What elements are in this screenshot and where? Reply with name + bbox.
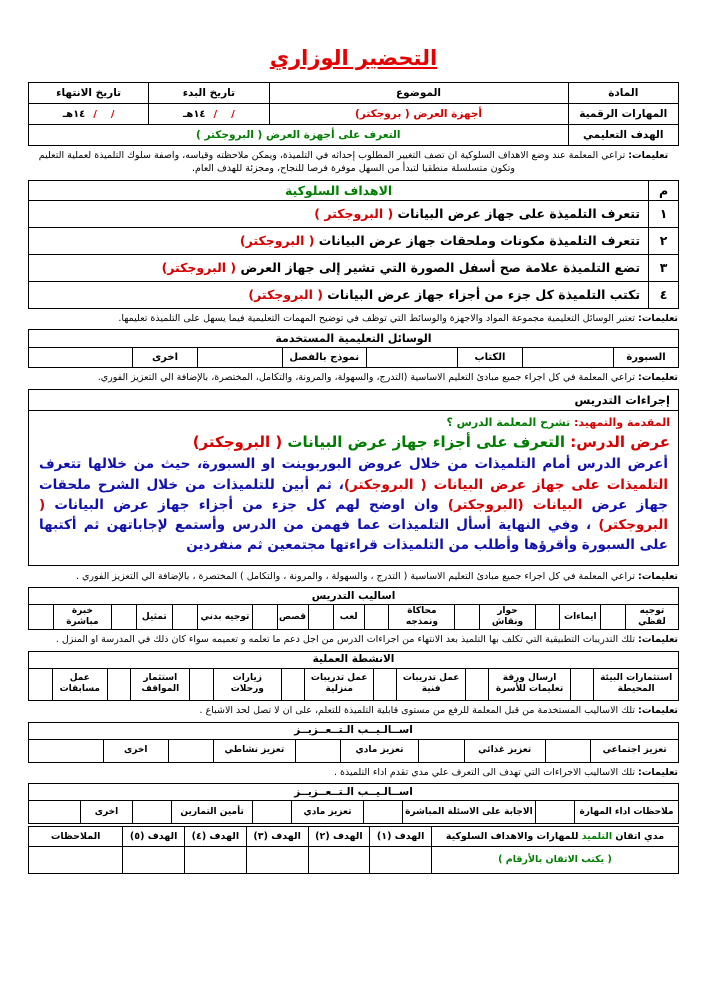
- activity-checkbox[interactable]: [29, 668, 53, 700]
- goal-header: الهدف التعليمي: [568, 125, 679, 146]
- reinforcement-table: [28, 722, 679, 763]
- objective-text-highlight: ( البروجكتر ): [314, 206, 394, 222]
- objective-row: [29, 281, 679, 308]
- activity-checkbox[interactable]: [570, 668, 593, 700]
- method-checkbox[interactable]: [29, 605, 54, 630]
- objectives-table: [28, 180, 679, 309]
- end-date-slashes: / /: [93, 109, 115, 120]
- material-label: اخرى: [133, 348, 198, 368]
- mastery-label-end: للمهارات والاهداف السلوكية: [445, 830, 582, 842]
- materials-note: [29, 313, 678, 326]
- evaluation-header: اســالـيــب الـتــعــزيــز: [29, 784, 679, 801]
- objective-text-main: تكتب التلميذة كل جزء من أجزاء جهاز عرض البيانات: [322, 287, 641, 303]
- note-prefix: تعليمات:: [638, 766, 678, 778]
- teaching-methods-table: [28, 587, 679, 630]
- topic-value: أجهزة العرض ( بروجكتر): [269, 104, 568, 125]
- goal-4-score-cell[interactable]: [185, 847, 247, 874]
- note-prefix: تعليمات:: [628, 150, 669, 161]
- activity-checkbox[interactable]: [108, 668, 131, 700]
- reinforcement-label: اخرى: [103, 739, 168, 762]
- reinforcement-note: [29, 705, 678, 718]
- objective-num: ٤: [649, 281, 679, 308]
- method-checkbox[interactable]: [455, 605, 480, 630]
- goal-1-score-cell[interactable]: [370, 847, 432, 874]
- methods-note: [29, 571, 678, 584]
- method-label: توجيه بدني: [197, 605, 253, 630]
- lesson-title: التعرف على أجزاء جهاز عرض البيانات: [282, 433, 566, 452]
- evaluation-table: [28, 783, 679, 824]
- method-label: تمثيل: [136, 605, 172, 630]
- activities-header: الانشطة العملية: [29, 651, 679, 668]
- lesson-body: [29, 451, 678, 564]
- mastery-sub-label: ( يكتب الاتقان بالأرقام ): [432, 847, 679, 874]
- method-label: توجيه لفظي: [625, 605, 678, 630]
- reinforcement-checkbox[interactable]: [295, 739, 341, 762]
- lesson-presentation-line: [29, 429, 678, 451]
- evaluation-label: تأمين التمارين: [172, 801, 253, 824]
- objectives-num-header: م: [649, 180, 679, 200]
- evaluation-label: الاجابة على الاسئلة المباشرة: [402, 801, 535, 824]
- activity-label: زيارات ورحلات: [213, 668, 281, 700]
- evaluation-label: اخرى: [81, 801, 133, 824]
- method-checkbox[interactable]: [112, 605, 137, 630]
- objective-text: [29, 227, 649, 254]
- end-date-year: ١٤هـ: [62, 109, 86, 120]
- end-date-field[interactable]: [29, 104, 149, 125]
- activity-checkbox[interactable]: [190, 668, 213, 700]
- goal-3-header: الهدف (٣): [246, 827, 308, 847]
- activity-checkbox[interactable]: [373, 668, 396, 700]
- lesson-body-segment: ( البروجكتر): [39, 496, 668, 533]
- method-checkbox[interactable]: [601, 605, 626, 630]
- evaluation-checkbox[interactable]: [253, 801, 292, 824]
- reinforcement-label: تعزيز اجتماعي: [591, 739, 679, 762]
- material-label: الكتاب: [458, 348, 523, 368]
- note-text: تلك الاساليب المستخدمة من قبل المعلمة للرفع من مستوى قابلية التلميذة للتعلم، على ان لا تصل لحد الاشباع .: [199, 704, 635, 716]
- activity-checkbox[interactable]: [465, 668, 488, 700]
- objective-text-highlight: ( البروجكتر): [161, 260, 237, 276]
- note-prefix: تعليمات:: [638, 704, 678, 716]
- mastery-label: [432, 827, 679, 847]
- objective-text-main: تضع التلميذة علامة صح أسفل الصورة التي تشير إلى جهاز العرض: [236, 260, 641, 276]
- objective-num: ١: [649, 200, 679, 227]
- objective-text: [29, 200, 649, 227]
- activity-label: استثمار المواقف: [131, 668, 190, 700]
- method-label: محاكاة ونمذجه: [389, 605, 455, 630]
- objectives-note: [29, 150, 678, 176]
- reinforcement-header: اســالـيــب الـتــعــزيــز: [29, 722, 679, 739]
- objectives-header: الاهداف السلوكية: [29, 180, 649, 200]
- reinforcement-checkbox[interactable]: [545, 739, 591, 762]
- material-checkbox[interactable]: [523, 348, 614, 368]
- evaluation-checkbox[interactable]: [133, 801, 172, 824]
- evaluation-checkbox[interactable]: [536, 801, 575, 824]
- objective-row: [29, 227, 679, 254]
- start-date-year: ١٤هـ: [182, 109, 206, 120]
- activity-label: ارسال ورقة تعليمات للأسرة: [489, 668, 571, 700]
- notes-header: الملاحظات: [29, 827, 123, 847]
- goal-5-score-cell[interactable]: [123, 847, 185, 874]
- subject-value: المهارات الرقمية: [568, 104, 679, 125]
- method-label: حوار ونقاش: [480, 605, 536, 630]
- lesson-body-segment: التلميذات على جهاز عرض البيانات ( البروجكتر): [343, 476, 668, 493]
- note-text: تعتبر الوسائل التعليمية مجموعة المواد والاجهزة والوسائط التي توظف في توضيح المهمات التعليمية فيما يسهل على التلميذة تعليمها.: [118, 312, 635, 324]
- method-label: قصص: [277, 605, 308, 630]
- method-checkbox[interactable]: [535, 605, 560, 630]
- evaluation-label: تعزيز مادي: [292, 801, 364, 824]
- lesson-body-segment: أعرض الدرس أمام التلميذات من خلال عروض البوربوينت او السبورة، حيث من خلالها تتعرف: [39, 456, 668, 473]
- start-date-header: تاريخ البدء: [149, 83, 269, 104]
- note-prefix: تعليمات:: [638, 570, 678, 582]
- intro-label: المقدمة والتمهيد:: [570, 416, 670, 430]
- mastery-label-student: التلميذ: [581, 830, 613, 842]
- materials-header: الوسائل التعليمية المستخدمة: [29, 330, 679, 348]
- lesson-title-highlight: ( البروجكتر): [192, 433, 283, 452]
- intro-text: تشرح المعلمة الدرس ؟: [446, 416, 571, 430]
- activities-note: [29, 634, 678, 647]
- objective-text: [29, 254, 649, 281]
- teaching-methods-header: اساليب التدريس: [29, 588, 679, 605]
- activity-label: عمل تدريبات فنية: [397, 668, 465, 700]
- activity-label: عمل تدريبات منزلية: [305, 668, 373, 700]
- objective-text-main: تتعرف التلميذة مكونات وملحقات جهاز عرض البيانات: [314, 233, 641, 249]
- goal-3-score-cell[interactable]: [246, 847, 308, 874]
- goal-value: التعرف على أجهزة العرض ( البروجكتر ): [29, 125, 569, 146]
- lesson-body-segment: ، وفي النهاية أسأل التلميذات عما فهمن من الدرس وأستمع لإجاباتهن ثم أكتبها على السبورة وأقرؤها وأطلب من التلميذات قراءتها مجتمعين ثم منفردين: [39, 517, 668, 554]
- objective-num: ٣: [649, 254, 679, 281]
- objective-row: [29, 200, 679, 227]
- start-date-field[interactable]: [149, 104, 269, 125]
- note-text: تراعي المعلمة في كل اجراء جميع مبادئ التعليم الاساسية (التدرج، والسهولة، والمرونة، والتكامل، المختصرة، بالإضافة الي التعزيز الفوري.: [97, 372, 635, 384]
- material-label: السبورة: [614, 348, 679, 368]
- reinforcement-label: تعزيز مادي: [341, 739, 419, 762]
- objective-num: ٢: [649, 227, 679, 254]
- end-date-header: تاريخ الانتهاء: [29, 83, 149, 104]
- activity-label: عمل مسابقات: [52, 668, 107, 700]
- page-title: التحضير الوزاري: [269, 46, 438, 70]
- material-checkbox[interactable]: [29, 348, 133, 368]
- material-label: نموذج بالفصل: [282, 348, 367, 368]
- reinforcement-label: تعزيز غذائي: [464, 739, 545, 762]
- topic-header: الموضوع: [269, 83, 568, 104]
- lesson-body-segment: وان اوضح لهم كل جزء من أجزاء جهاز عرض البيانات: [45, 496, 448, 513]
- materials-table: [28, 329, 679, 368]
- objective-row: [29, 254, 679, 281]
- method-label: ايماءات: [560, 605, 601, 630]
- activities-table: [28, 651, 679, 701]
- note-text: تلك التدريبات التطبيقية التي تكلف بها التلميذ بعد الانتهاء من اجراءات الدرس من اجل دعم ما تعلمه و تعميمه سواء كان ذلك في المدرسة او المنزل .: [55, 633, 635, 645]
- reinforcement-label: تعزيز نشاطي: [214, 739, 295, 762]
- reinforcement-checkbox[interactable]: [168, 739, 214, 762]
- notes-cell[interactable]: [29, 847, 123, 874]
- goal-4-header: الهدف (٤): [185, 827, 247, 847]
- note-text: تراعي المعلمة في كل اجراء جميع مبادئ التعليم الاساسية ( التدرج ، والسهولة ، والمرونة ، والتكامل ) المختصرة ، بالإضافة الي التعزيز الفوري .: [75, 570, 635, 582]
- evaluation-checkbox[interactable]: [363, 801, 402, 824]
- objective-text-highlight: ( البروجكتر): [239, 233, 315, 249]
- objective-text-highlight: ( البروجكتر): [248, 287, 323, 303]
- goal-2-score-cell[interactable]: [308, 847, 370, 874]
- method-label: لعب: [333, 605, 364, 630]
- evaluation-other-field[interactable]: [29, 801, 81, 824]
- goal-5-header: الهدف (٥): [123, 827, 185, 847]
- method-checkbox[interactable]: [364, 605, 389, 630]
- mastery-label-start: مدي اتقان: [612, 830, 665, 842]
- objective-text: [29, 281, 649, 308]
- start-date-slashes: / /: [213, 109, 235, 120]
- note-prefix: تعليمات:: [638, 312, 678, 324]
- material-checkbox[interactable]: [198, 348, 283, 368]
- note-prefix: تعليمات:: [638, 633, 678, 645]
- header-table: [28, 82, 679, 146]
- activity-label: استثمارات البيئة المحيطة: [594, 668, 679, 700]
- reinforcement-other-field[interactable]: [29, 739, 104, 762]
- lesson-label: عرض الدرس:: [565, 433, 670, 452]
- mastery-table: [28, 826, 679, 874]
- objective-text-main: تتعرف التلميذة على جهاز عرض البيانات: [393, 206, 641, 222]
- subject-header: المادة: [568, 83, 679, 104]
- reinforcement-checkbox[interactable]: [419, 739, 465, 762]
- method-checkbox[interactable]: [309, 605, 334, 630]
- procedures-note: [29, 372, 678, 385]
- evaluation-note: [29, 767, 678, 780]
- procedures-section: [28, 389, 679, 565]
- note-text: تلك الاساليب الاجراءات التي تهدف الى التعرف علي مدي تقدم اداء التلميذة .: [333, 766, 635, 778]
- material-checkbox[interactable]: [367, 348, 458, 368]
- lesson-body-segment: ، ثم أبين للتلميذات من خلال الشرح ملحقات جهاز عرض: [39, 476, 668, 513]
- goal-1-header: الهدف (١): [370, 827, 432, 847]
- procedures-intro: [29, 411, 678, 429]
- note-text: تراعي المعلمة عند وضع الاهداف السلوكية ان تصف التغيير المطلوب إحداثه في التلميذة، ويمكن ملاحظته وقياسه، واصفة سلوك التلميذة لعملية التعليم وتكون متسلسلة منطقيا لتبدأ من السهل موفرة فرصا للنجاح، ومجزئة للهدف العام.: [38, 150, 626, 174]
- note-prefix: تعليمات:: [638, 372, 678, 384]
- procedures-header: إجراءات التدريس: [29, 390, 678, 411]
- evaluation-label: ملاحظات اداء المهارة: [575, 801, 679, 824]
- goal-2-header: الهدف (٢): [308, 827, 370, 847]
- method-checkbox[interactable]: [253, 605, 278, 630]
- activity-checkbox[interactable]: [282, 668, 305, 700]
- lesson-body-segment: البيانات (البروجكتر): [447, 496, 583, 513]
- method-label: خبرة مباشرة: [53, 605, 111, 630]
- method-checkbox[interactable]: [172, 605, 197, 630]
